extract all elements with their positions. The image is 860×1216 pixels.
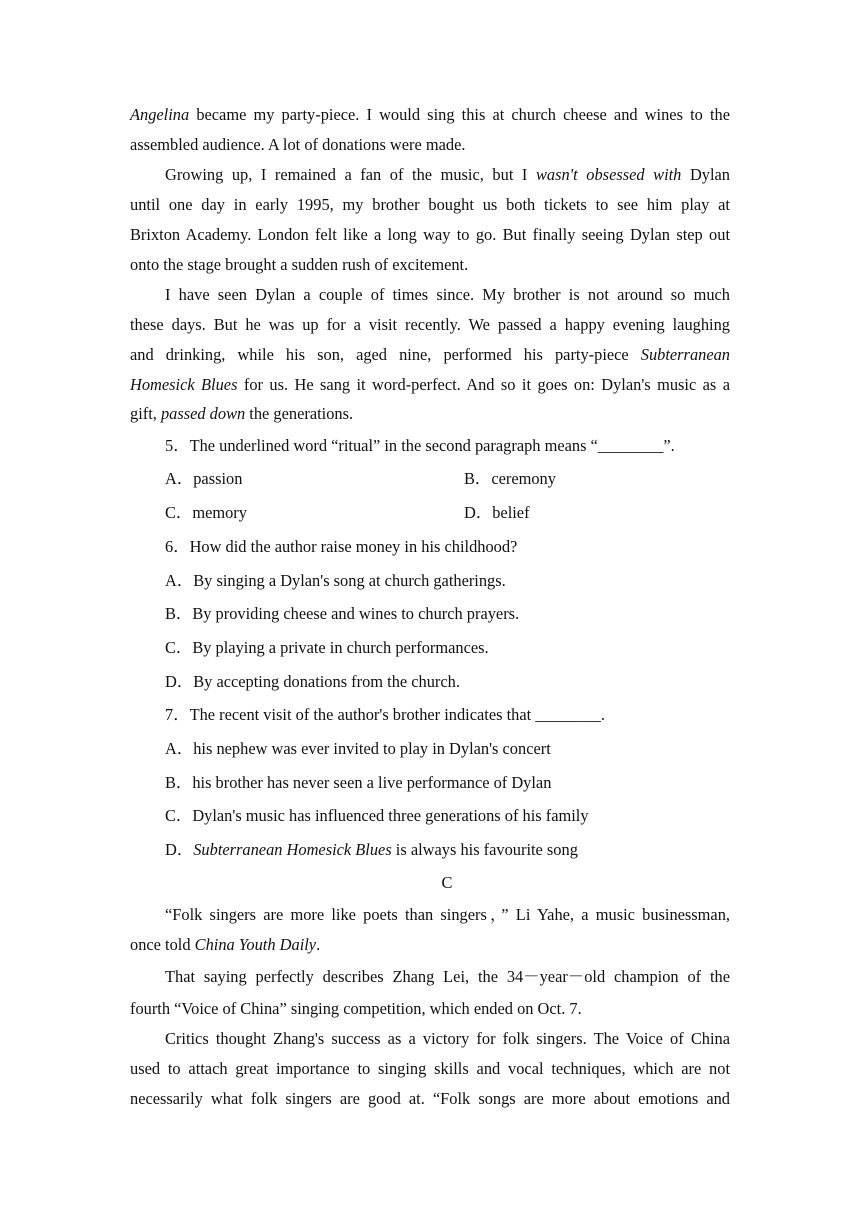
question-6-option-c[interactable]: C．By playing a private in church performances. [165,638,489,657]
text: for us. He sang it word-perfect. And so it goes on: Dylan's music as a [237,375,730,394]
question-7-option-c[interactable]: C．Dylan's music has influenced three generations of his family [165,806,589,825]
question-5-option-b[interactable]: B．ceremony [464,469,556,488]
text: is always his favourite song [391,840,578,859]
text: and drinking, while his son, aged nine, performed his party-piece [130,345,641,364]
paragraph-3-line-4 [130,375,730,395]
text: became my party-piece. I would sing this at church cheese and wines to the [189,105,730,124]
paragraph-2-line-3: Brixton Academy. London felt like a long way to go. But finally seeing Dylan step out [130,225,730,244]
passage-c-paragraph-1-line-1: “Folk singers are more like poets than singers，” Li Yahe, a music businessman, [165,905,730,924]
paragraph-1-line-1 [130,105,730,125]
passage-c-paragraph-3-line-2: used to attach great importance to singing skills and vocal techniques, which are not [130,1059,730,1078]
question-5-stem: 5．The underlined word “ritual” in the second paragraph means “________”. [165,436,675,455]
paragraph-3-line-2: these days. But he was up for a visit recently. We passed a happy evening laughing [130,315,730,334]
question-6-option-d[interactable]: D．By accepting donations from the church. [165,672,460,691]
question-7-option-d[interactable] [165,840,578,860]
text: the generations. [245,404,354,423]
paragraph-2-line-4: onto the stage brought a sudden rush of excitement. [130,255,469,274]
song-title: Subterranean [640,345,730,364]
question-7-option-a[interactable]: A．his nephew was ever invited to play in Dylan's concert [165,739,551,758]
paragraph-2-line-1 [165,165,730,185]
passage-c-paragraph-1-line-2 [130,935,730,955]
underlined-phrase: wasn't obsessed with [535,165,682,184]
passage-c-paragraph-3-line-1: Critics thought Zhang's success as a victory for folk singers. The Voice of China [165,1029,730,1048]
text: . [316,935,321,954]
text: gift, [130,404,161,423]
paragraph-3-line-3 [130,345,730,365]
newspaper-name: China Youth Daily [194,935,317,954]
question-6-stem: 6．How did the author raise money in his childhood? [165,537,518,556]
question-7-stem: 7．The recent visit of the author's brother indicates that ________. [165,705,605,724]
section-heading: C [441,873,453,892]
question-6-option-a[interactable]: A．By singing a Dylan's song at church gatherings. [165,571,506,590]
underlined-phrase: passed down [160,404,246,423]
question-5-option-c[interactable]: C．memory [165,503,247,522]
text: once told [130,935,195,954]
question-5-option-a[interactable]: A．passion [165,469,243,488]
question-5-option-d[interactable]: D．belief [464,503,530,522]
option-letter: D． [165,840,194,859]
passage-c-paragraph-2-line-1: That saying perfectly describes Zhang Lei, the 34－year－old champion of the [165,967,730,986]
question-6-option-b[interactable]: B．By providing cheese and wines to church prayers. [165,604,520,623]
paragraph-1-line-2: assembled audience. A lot of donations were made. [130,135,466,154]
paragraph-2-line-2: until one day in early 1995, my brother bought us both tickets to see him play at [130,195,730,214]
question-7-option-b[interactable]: B．his brother has never seen a live performance of Dylan [165,773,552,792]
song-title: Subterranean Homesick Blues [193,840,392,859]
song-title: Homesick Blues [130,375,238,394]
text: Dylan [681,165,730,184]
text: Growing up, I remained a fan of the music, but I [165,165,536,184]
paragraph-3-line-1: I have seen Dylan a couple of times since. My brother is not around so much [165,285,730,304]
song-title: Angelina [130,105,190,124]
passage-c-paragraph-3-line-3: necessarily what folk singers are good at. “Folk songs are more about emotions and [130,1089,730,1108]
passage-c-paragraph-2-line-2: fourth “Voice of China” singing competition, which ended on Oct. 7. [130,999,582,1018]
paragraph-3-line-5 [130,404,730,424]
